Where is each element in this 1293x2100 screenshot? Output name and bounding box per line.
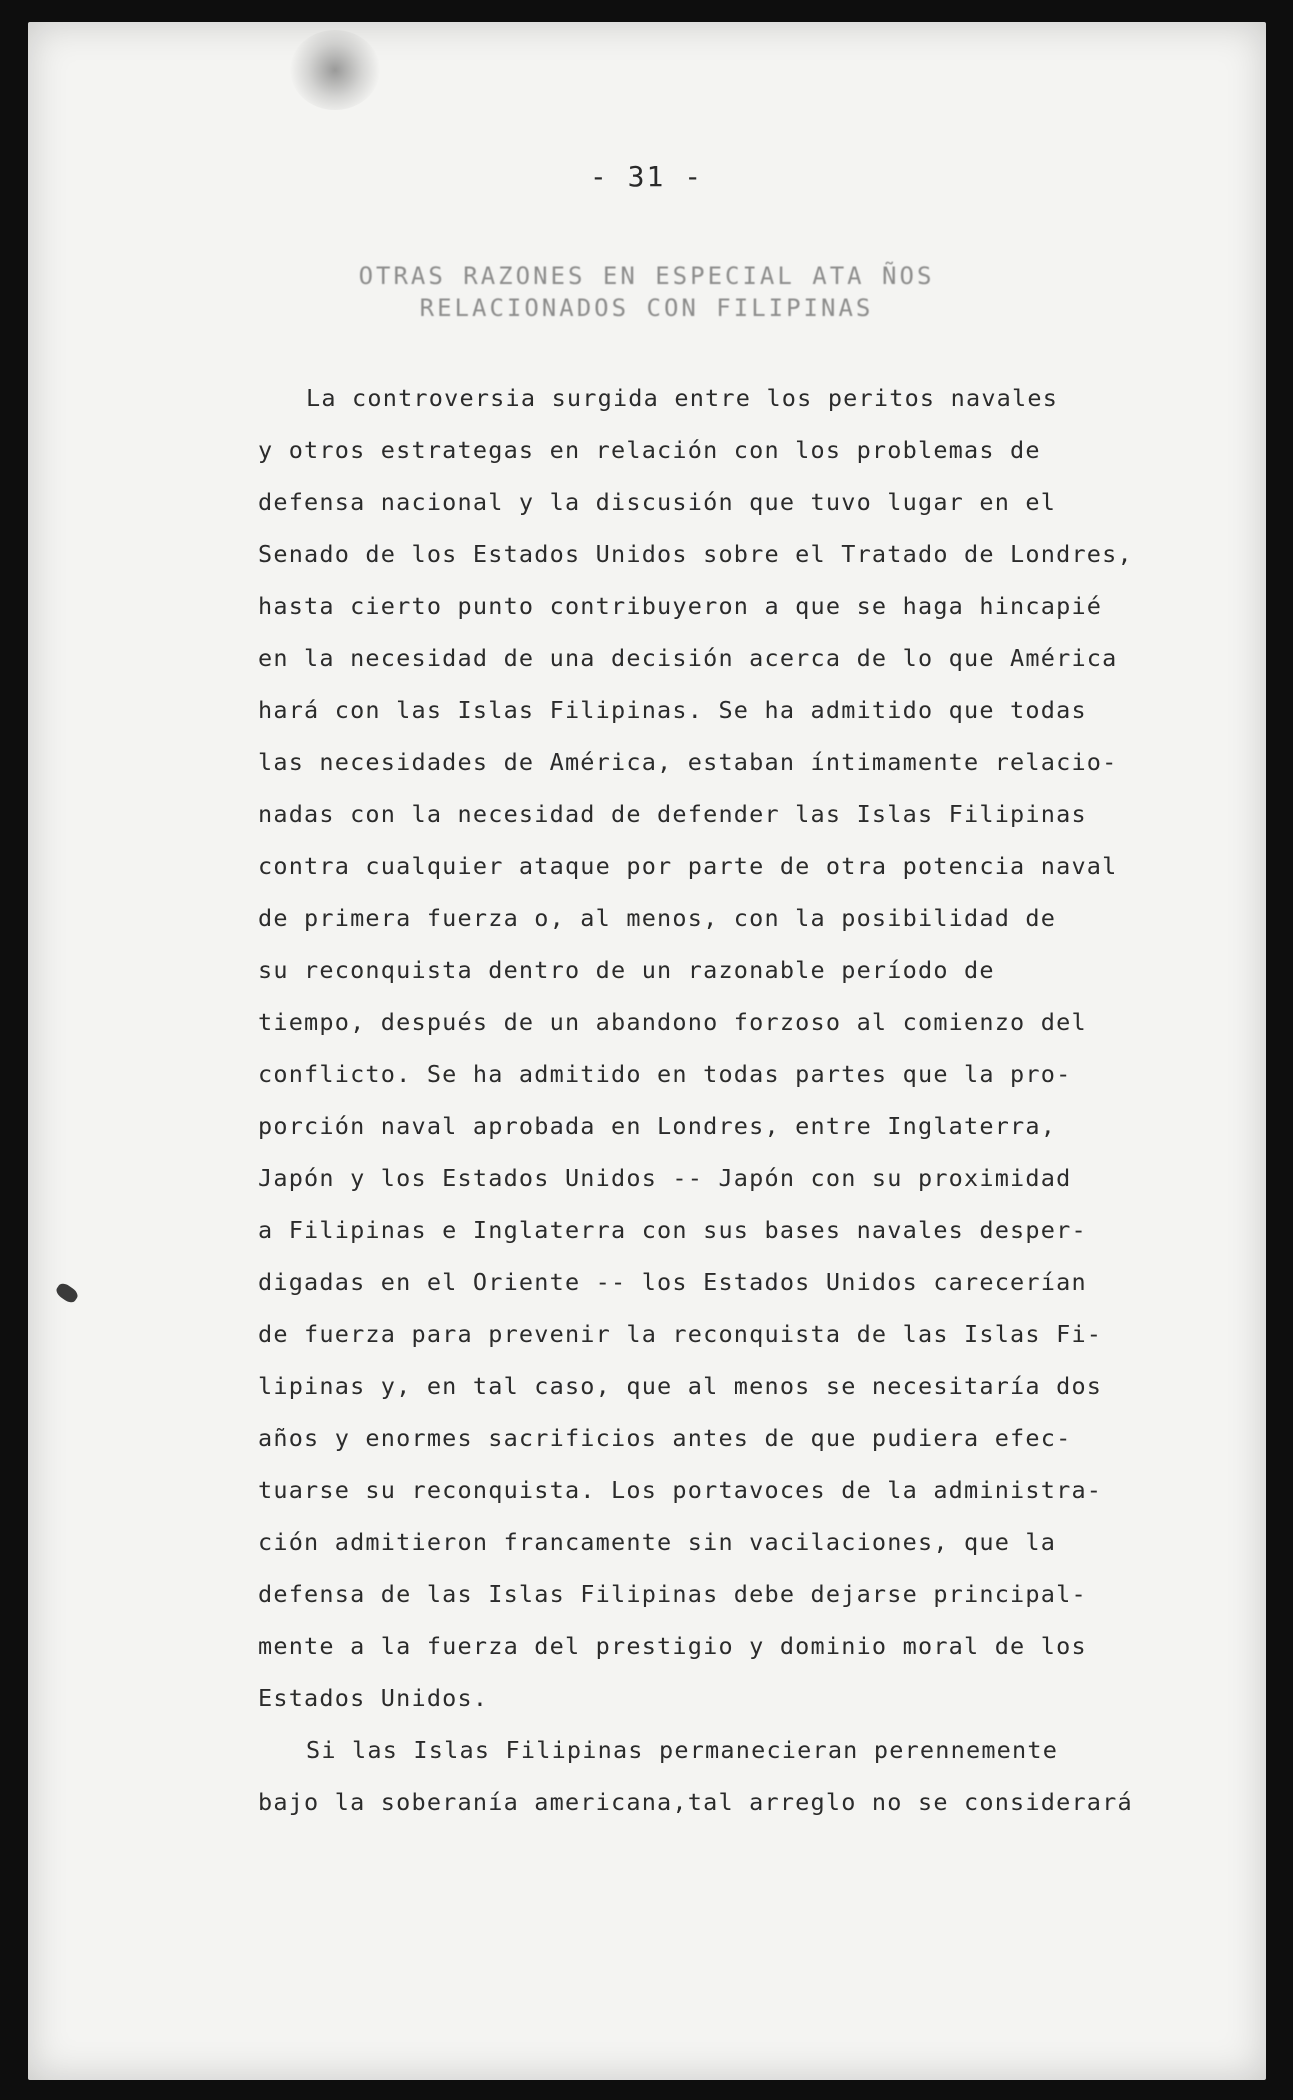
text-line: y otros estrategas en relación con los problemas de bbox=[258, 436, 1041, 464]
text-line: conflicto. Se ha admitido en todas partes que la pro- bbox=[258, 1060, 1072, 1088]
text-line: de primera fuerza o, al menos, con la posibilidad de bbox=[258, 904, 1057, 932]
text-line: ción admitieron francamente sin vacilaciones, que la bbox=[258, 1528, 1057, 1556]
text-line: tuarse su reconquista. Los portavoces de la administra- bbox=[258, 1476, 1103, 1504]
text-line: defensa de las Islas Filipinas debe dejarse principal- bbox=[258, 1580, 1087, 1608]
body-text bbox=[258, 372, 1158, 1828]
text-line: bajo la soberanía americana,tal arreglo no se considerará bbox=[258, 1788, 1133, 1816]
text-line: tiempo, después de un abandono forzoso al comienzo del bbox=[258, 1008, 1087, 1036]
text-line: de fuerza para prevenir la reconquista de las Islas Fi- bbox=[258, 1320, 1103, 1348]
text-line: Si las Islas Filipinas permanecieran perennemente bbox=[306, 1736, 1059, 1764]
text-line: su reconquista dentro de un razonable período de bbox=[258, 956, 995, 984]
page-number: - 31 - bbox=[589, 160, 704, 193]
text-line: años y enormes sacrificios antes de que pudiera efec- bbox=[258, 1424, 1072, 1452]
text-line: Senado de los Estados Unidos sobre el Tratado de Londres, bbox=[258, 540, 1133, 568]
text-line: hasta cierto punto contribuyeron a que se haga hincapié bbox=[258, 592, 1103, 620]
section-heading-line-1: OTRAS RAZONES EN ESPECIAL ATA ÑOS bbox=[358, 262, 935, 290]
text-line: Japón y los Estados Unidos -- Japón con su proximidad bbox=[258, 1164, 1072, 1192]
text-line: porción naval aprobada en Londres, entre Inglaterra, bbox=[258, 1112, 1057, 1140]
text-line: La controversia surgida entre los peritos navales bbox=[306, 384, 1059, 412]
text-line: contra cualquier ataque por parte de otra potencia naval bbox=[258, 852, 1118, 880]
text-line: Estados Unidos. bbox=[258, 1684, 489, 1712]
text-line: hará con las Islas Filipinas. Se ha admitido que todas bbox=[258, 696, 1087, 724]
text-line: lipinas y, en tal caso, que al menos se necesitaría dos bbox=[258, 1372, 1103, 1400]
text-line: nadas con la necesidad de defender las Islas Filipinas bbox=[258, 800, 1087, 828]
text-line: en la necesidad de una decisión acerca de lo que América bbox=[258, 644, 1118, 672]
text-line: mente a la fuerza del prestigio y dominio moral de los bbox=[258, 1632, 1087, 1660]
text-line: defensa nacional y la discusión que tuvo lugar en el bbox=[258, 488, 1057, 516]
text-line: a Filipinas e Inglaterra con sus bases navales desper- bbox=[258, 1216, 1087, 1244]
ink-smudge bbox=[290, 30, 380, 110]
section-heading-line-2: RELACIONADOS CON FILIPINAS bbox=[419, 294, 874, 322]
text-line: digadas en el Oriente -- los Estados Unidos carecerían bbox=[258, 1268, 1087, 1296]
text-line: las necesidades de América, estaban íntimamente relacio- bbox=[258, 748, 1118, 776]
